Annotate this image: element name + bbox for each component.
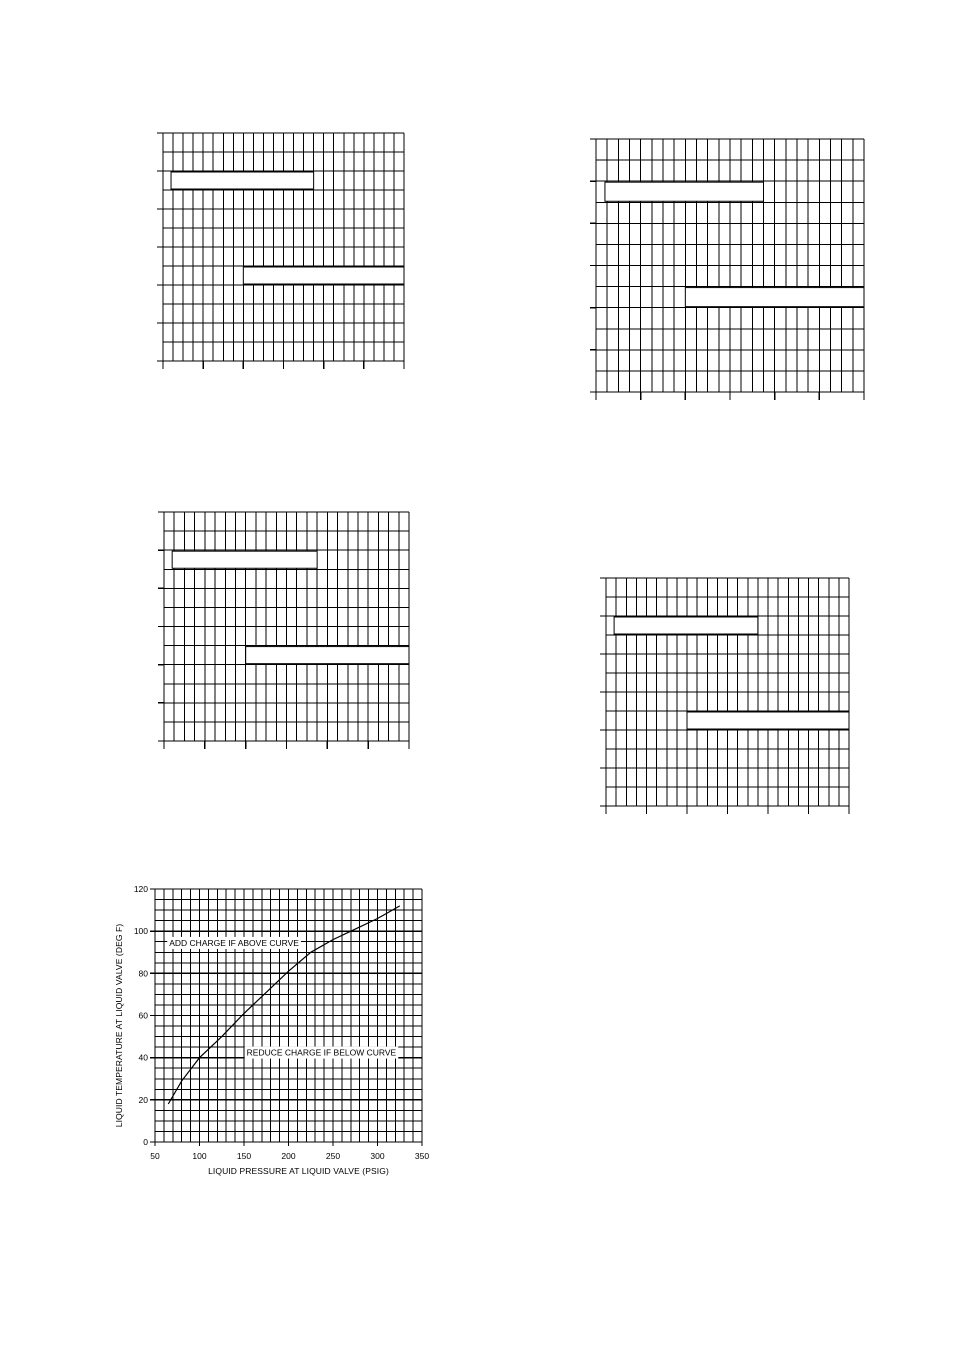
- x-tick-label: 350: [414, 1151, 430, 1161]
- upper-label-box: [605, 182, 764, 201]
- y-tick-label: 20: [138, 1094, 148, 1105]
- y-tick-label: 60: [138, 1010, 148, 1021]
- y-tick-label: 80: [138, 968, 148, 979]
- x-tick-label: 150: [236, 1151, 252, 1161]
- blank-chart-middle-right: [600, 578, 849, 814]
- y-tick-label: 40: [138, 1052, 148, 1063]
- x-axis-title: LIQUID PRESSURE AT LIQUID VALVE (PSIG): [208, 1166, 389, 1176]
- x-tick-label: 300: [370, 1151, 385, 1161]
- lower-label-box: [246, 647, 409, 664]
- blank-chart-top-right: [590, 139, 864, 400]
- x-tick-label: 100: [192, 1151, 207, 1161]
- upper-label-box: [614, 617, 758, 634]
- lower-label-box: [687, 712, 849, 729]
- blank-chart-top-left: [157, 133, 404, 369]
- blank-chart-middle-left: [158, 512, 409, 749]
- x-tick-label: 200: [281, 1151, 296, 1161]
- charging-chart: [114, 884, 429, 1176]
- lower-label-box: [685, 288, 864, 307]
- y-tick-label: 0: [143, 1137, 148, 1147]
- annotation-add-charge: ADD CHARGE IF ABOVE CURVE: [169, 937, 299, 948]
- annotation-reduce-charge: REDUCE CHARGE IF BELOW CURVE: [246, 1047, 397, 1058]
- y-tick-label: 100: [133, 926, 148, 937]
- lower-label-box: [243, 267, 404, 284]
- upper-label-box: [172, 551, 317, 568]
- x-tick-label: 50: [150, 1151, 160, 1161]
- y-axis-title: LIQUID TEMPERATURE AT LIQUID VALVE (DEG F): [114, 923, 124, 1128]
- upper-label-box: [171, 172, 314, 189]
- y-tick-label: 120: [133, 884, 148, 894]
- x-tick-label: 250: [325, 1151, 341, 1161]
